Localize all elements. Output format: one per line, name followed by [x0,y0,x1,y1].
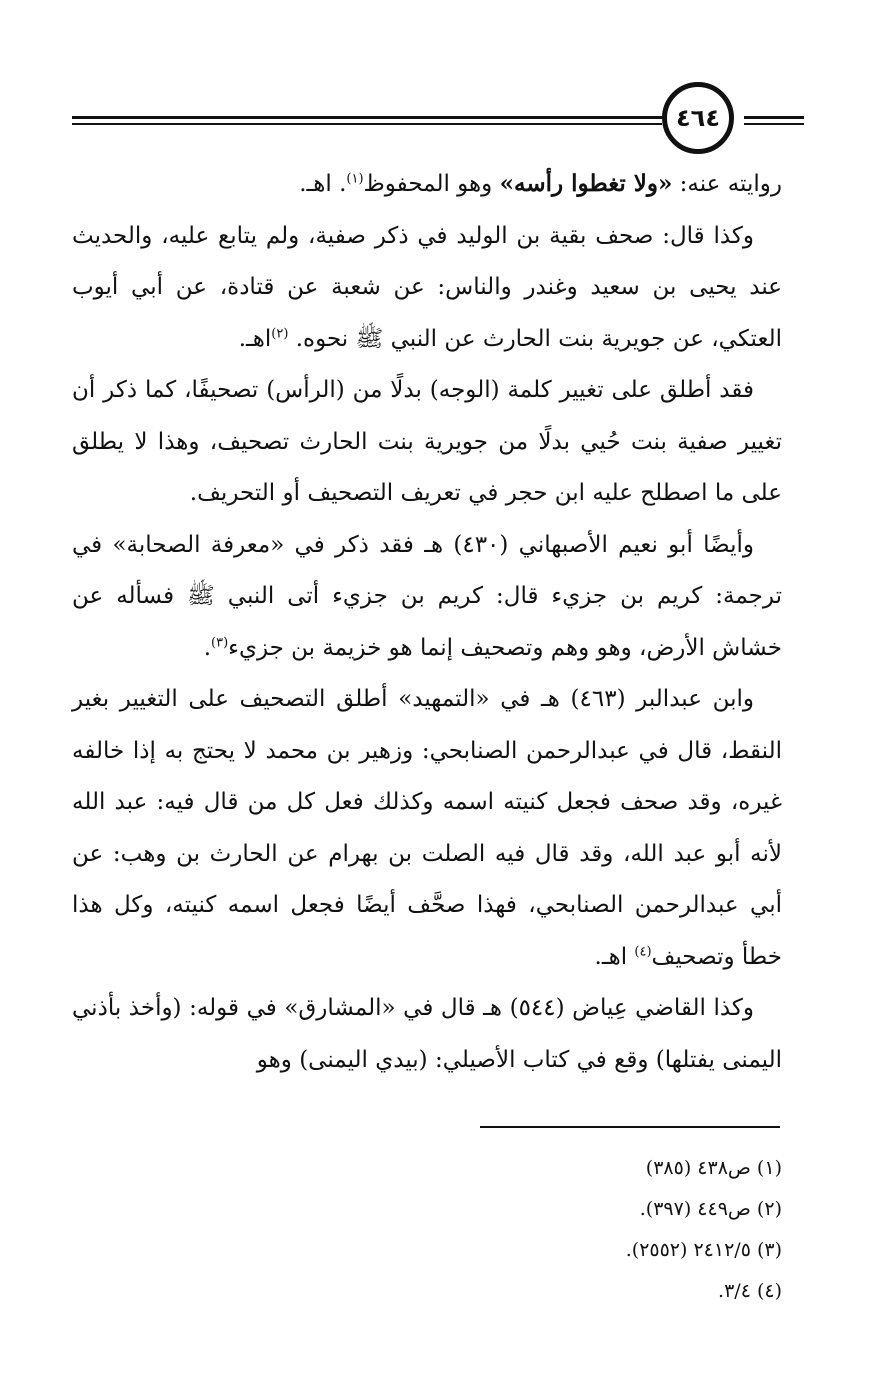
paragraph-1 [72,158,782,211]
header-rule-line [744,123,804,125]
footnote-4: (٤) ٣/٤. [718,1280,782,1302]
footnote-ref-3[interactable]: (٣) [211,634,229,650]
text-span: وكذا قال: صحف بقية بن الوليد في ذكر صفية، ولم يتابع عليه، والحديث عند يحيى بن سعيد وغندر والناس: عن شعبة عن قتادة، عن أبي أيوب العتكي، عن جويرية بنت الحارث عن النبي ﷺ نحوه. [72,222,782,352]
page-number-circle [662,82,734,154]
footnote-1: (١) ص٤٣٨ (٣٨٥) [645,1157,782,1179]
text-span: . [203,634,211,661]
header-rule-line [744,116,804,119]
text-span: وهو المحفوظ [363,171,500,197]
paragraph-2 [72,211,782,366]
footnotes [72,1148,782,1312]
text-span: وأيضًا أبو نعيم الأصبهاني (٤٣٠) هـ فقد ذكر في «معرفة الصحابة» في ترجمة: كريم بن جزيء قال: كريم بن جزيء أتى النبي ﷺ فسأله عن خشاش الأرض، وهو وهم وتصحيف إنما هو خزيمة بن جزيء [72,531,782,661]
header-rule-line [72,116,662,119]
text-span: روايته عنه: [672,171,782,197]
paragraph-6: وكذا القاضي عِياض (٥٤٤) هـ قال في «المشارق» في قوله: (وأخذ بأذني اليمنى يفتلها) وقع في كتاب الأصيلي: (بيدي اليمنى) وهو [72,995,782,1073]
page-header [72,82,804,162]
text-span: وابن عبدالبر (٤٦٣) هـ في «التمهيد» أطلق التصحيف على التغيير بغير النقط، قال في عبدالرحمن الصنابحي: وزهير بن محمد لا يحتج به إذا خالفه غيره، وقد صحف فجعل كنيته اسمه وكذلك فعل كل من قال فيه: عبد الله لأنه أبو عبد الله، وقد قال فيه الصلت بن بهرام عن الحارث بن وهب: عن أبي عبدالرحمن الصنابحي، فهذا صحَّف أيضًا فجعل اسمه كنيته، وكل هذا خطأ وتصحيف [72,686,782,970]
footnote-2: (٢) ص٤٤٩ (٣٩٧). [639,1198,782,1220]
header-rule-right [744,116,804,128]
footnote-separator [480,1126,780,1128]
header-rule-line [72,123,662,125]
page-number: ٤٦٤ [676,104,720,132]
main-text [72,158,782,1086]
footnote-ref-2[interactable]: (٢) [271,325,289,341]
paragraph-4 [72,520,782,675]
paragraph-5 [72,674,782,983]
text-span: اهـ. [238,325,272,352]
footnote-ref-1[interactable]: (١) [346,171,364,187]
footnote-3: (٣) ٢٤١٢/٥ (٢٥٥٢). [625,1239,782,1261]
text-span: . اهـ. [299,171,347,197]
quoted-hadith: «ولا تغطوا رأسه» [499,170,673,197]
header-rule-left [72,116,662,128]
footnote-ref-4[interactable]: (٤) [634,943,652,959]
paragraph-3: فقد أطلق على تغيير كلمة (الوجه) بدلًا من (الرأس) تصحيفًا، كما ذكر أن تغيير صفية بنت حُيي بدلًا من جويرية بنت الحارث تصحيف، وهذا لا يطلق على ما اصطلح عليه ابن حجر في تعريف التصحيف أو التحريف. [72,377,782,506]
text-span: اهـ. [594,943,635,970]
